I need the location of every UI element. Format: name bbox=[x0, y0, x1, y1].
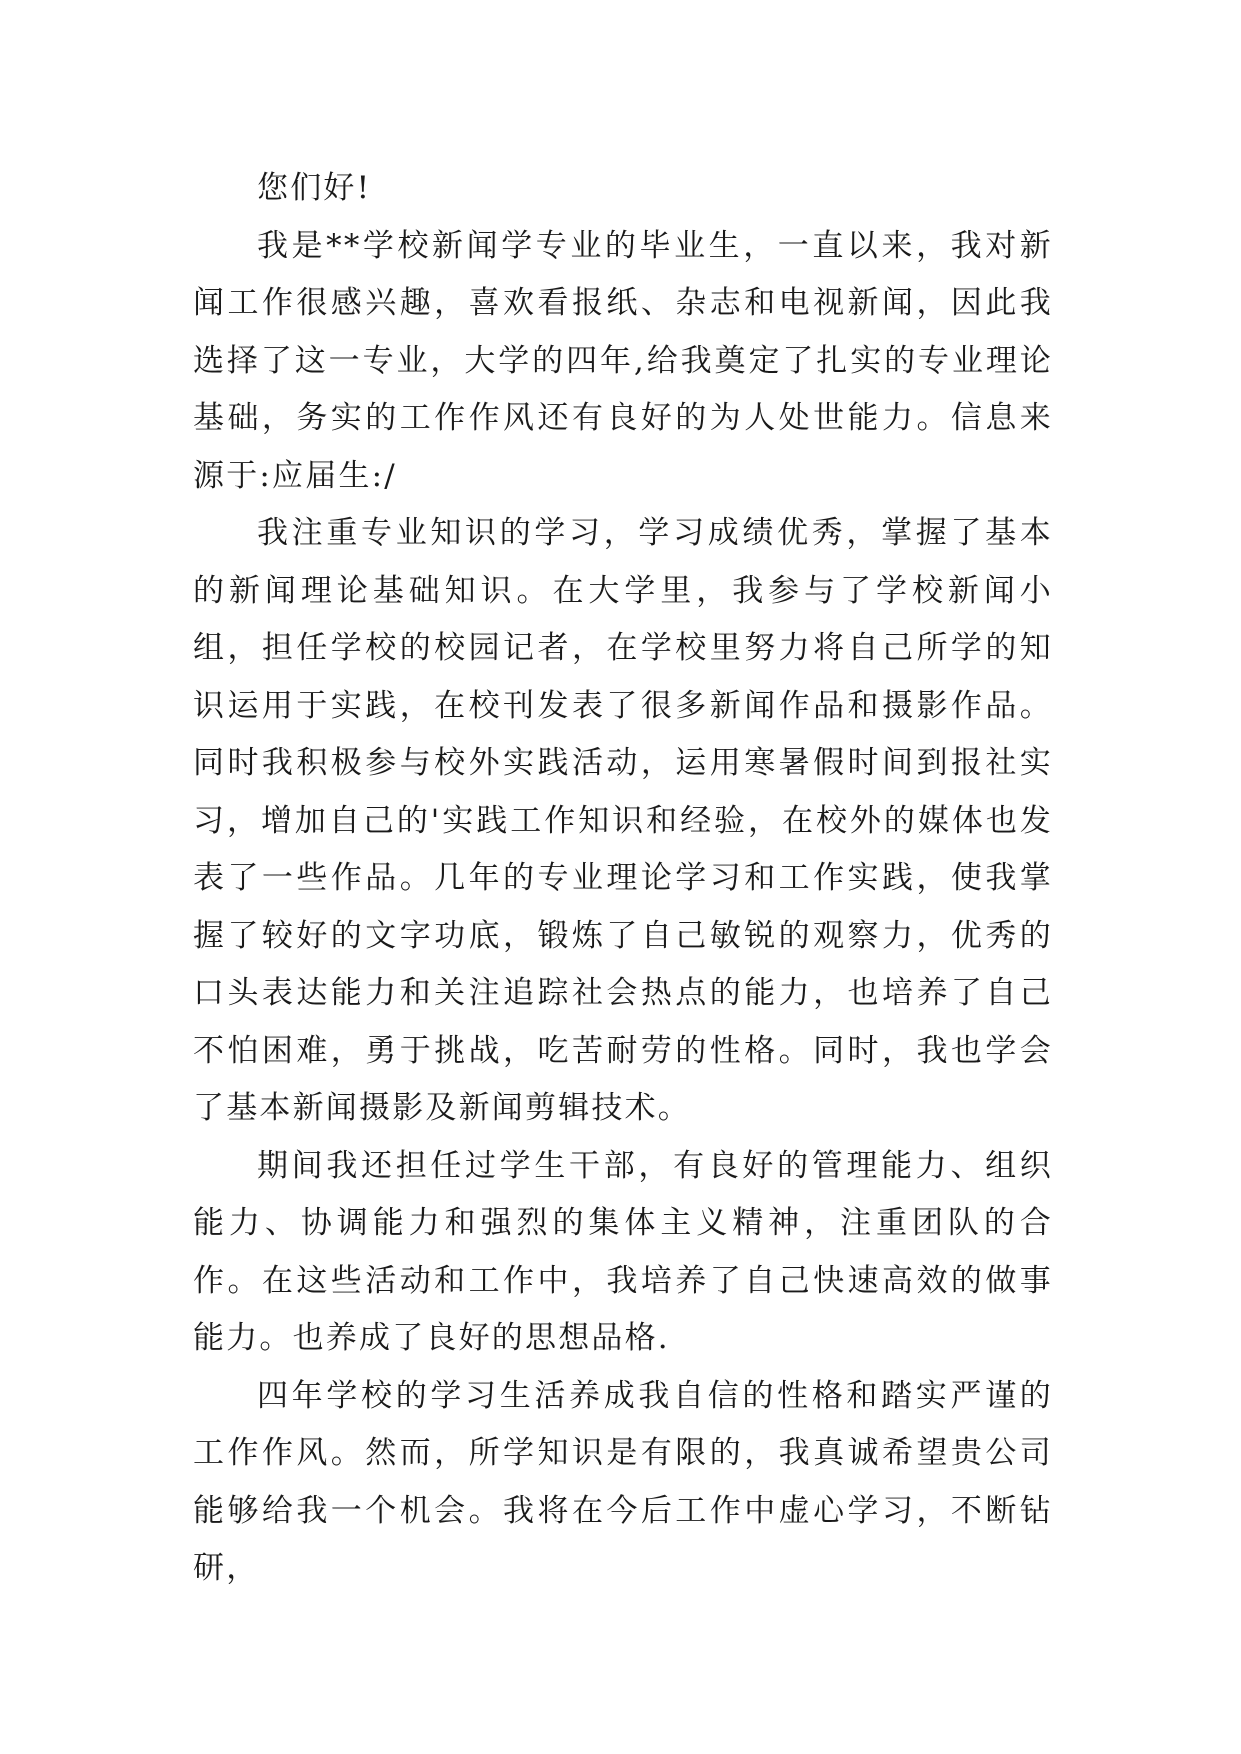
paragraph-student-leadership: 期间我还担任过学生干部，有良好的管理能力、组织能力、协调能力和强烈的集体主义精神，注重团队的合作。在这些活动和工作中，我培养了自己快速高效的做事能力。也养成了良好的思想品格. bbox=[193, 1147, 1053, 1356]
letter-body bbox=[193, 160, 1053, 1598]
paragraph-study-and-practice: 我注重专业知识的学习，学习成绩优秀，掌握了基本的新闻理论基础知识。在大学里，我参与了学校新闻小组，担任学校的校园记者，在学校里努力将自己所学的知识运用于实践，在校刊发表了很多新闻作品和摄影作品。同时我积极参与校外实践活动，运用寒暑假时间到报社实习，增加自己的'实践工作知识和经验，在校外的媒体也发表了一些作品。几年的专业理论学习和工作实践，使我掌握了较好的文字功底，锻炼了自己敏锐的观察力，优秀的口头表达能力和关注追踪社会热点的能力，也培养了自己不怕困难，勇于挑战，吃苦耐劳的性格。同时，我也学会了基本新闻摄影及新闻剪辑技术。 bbox=[193, 515, 1053, 1126]
greeting: 您们好! bbox=[257, 170, 372, 206]
paragraph-closing: 四年学校的学习生活养成我自信的性格和踏实严谨的工作作风。然而，所学知识是有限的，我真诚希望贵公司能够给我一个机会。我将在今后工作中虚心学习，不断钻研， bbox=[193, 1377, 1053, 1586]
paragraph-introduction: 我是**学校新闻学专业的毕业生，一直以来，我对新闻工作很感兴趣，喜欢看报纸、杂志和电视新闻，因此我选择了这一专业，大学的四年,给我奠定了扎实的专业理论基础，务实的工作作风还有良好的为人处世能力。信息来源于:应届生:/ bbox=[193, 227, 1053, 494]
